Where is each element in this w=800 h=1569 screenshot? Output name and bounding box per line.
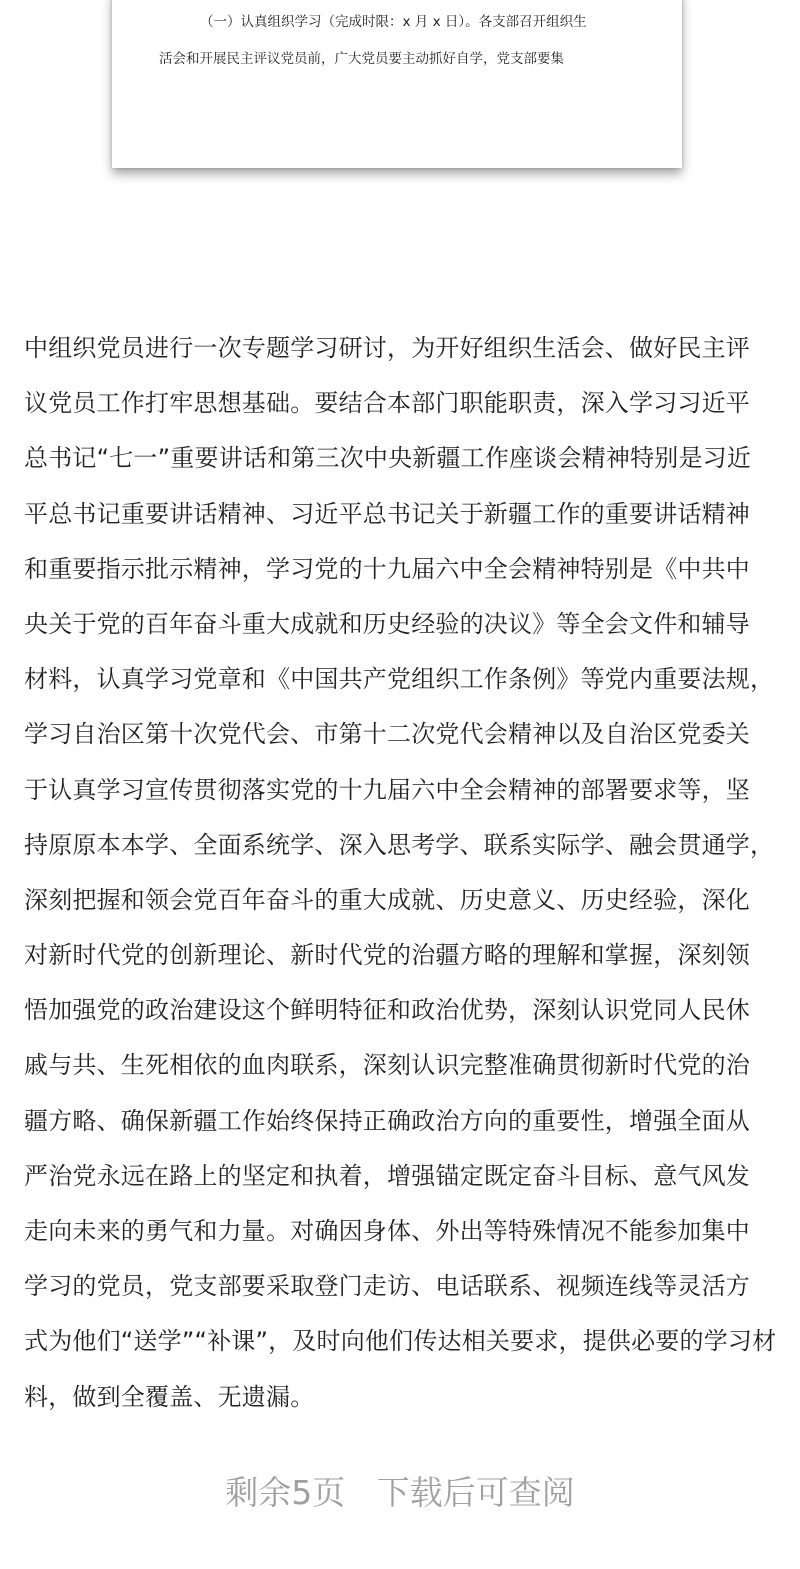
body-line: 料，做到全覆盖、无遗漏。 xyxy=(24,1382,315,1411)
body-line: 材料，认真学习党章和《中国共产党组织工作条例》等党内重要法规， xyxy=(24,665,775,694)
body-line: 戚与共、生死相依的血肉联系，深刻认识完整准确贯彻新时代党的治 xyxy=(24,1051,750,1080)
preview-line: （一）认真组织学习（完成时限：x 月 x 日）。各支部召开组织生 xyxy=(200,14,587,30)
body-line: 学习的党员，党支部要采取登门走访、电话联系、视频连线等灵活方 xyxy=(24,1272,750,1301)
document-body xyxy=(24,330,794,1434)
body-line: 议党员工作打牢思想基础。要结合本部门职能职责，深入学习习近平 xyxy=(24,389,750,418)
remaining-pages-label: 剩余5页 xyxy=(225,1473,346,1512)
body-line: 总书记“七一”重要讲话和第三次中央新疆工作座谈会精神特别是习近 xyxy=(24,444,752,473)
body-line: 央关于党的百年奋斗重大成就和历史经验的决议》等全会文件和辅导 xyxy=(24,609,750,638)
preview-line: 活会和开展民主评议党员前，广大党员要主动抓好自学，党支部要集 xyxy=(159,51,564,67)
body-line: 悟加强党的政治建设这个鲜明特征和政治优势，深刻认识党同人民休 xyxy=(24,996,750,1025)
body-line: 走向未来的勇气和力量。对确因身体、外出等特殊情况不能参加集中 xyxy=(24,1217,750,1245)
body-line: 对新时代党的创新理论、新时代党的治疆方略的理解和掌握，深刻领 xyxy=(24,941,750,970)
body-line: 持原原本本学、全面系统学、深入思考学、联系实际学、融会贯通学， xyxy=(24,830,775,859)
body-line: 疆方略、确保新疆工作始终保持正确政治方向的重要性，增强全面从 xyxy=(24,1106,750,1135)
body-line: 式为他们“送学”“补课”，及时向他们传达相关要求，提供必要的学习材 xyxy=(24,1327,777,1356)
body-line: 和重要指示批示精神，学习党的十九届六中全会精神特别是《中共中 xyxy=(24,554,750,583)
download-hint-label: 下载后可查阅 xyxy=(376,1473,575,1512)
body-line: 学习自治区第十次党代会、市第十二次党代会精神以及自治区党委关 xyxy=(24,720,750,749)
body-line: 严治党永远在路上的坚定和执着，增强锚定既定奋斗目标、意气风发 xyxy=(24,1161,750,1190)
body-line: 平总书记重要讲话精神、习近平总书记关于新疆工作的重要讲话精神 xyxy=(24,499,750,528)
body-line: 深刻把握和领会党百年奋斗的重大成就、历史意义、历史经验，深化 xyxy=(24,885,750,914)
body-line: 中组织党员进行一次专题学习研讨，为开好组织生活会、做好民主评 xyxy=(24,334,750,362)
document-preview-card xyxy=(112,0,682,168)
body-line: 于认真学习宣传贯彻落实党的十九届六中全会精神的部署要求等，坚 xyxy=(24,775,750,804)
download-prompt[interactable] xyxy=(0,1467,800,1514)
